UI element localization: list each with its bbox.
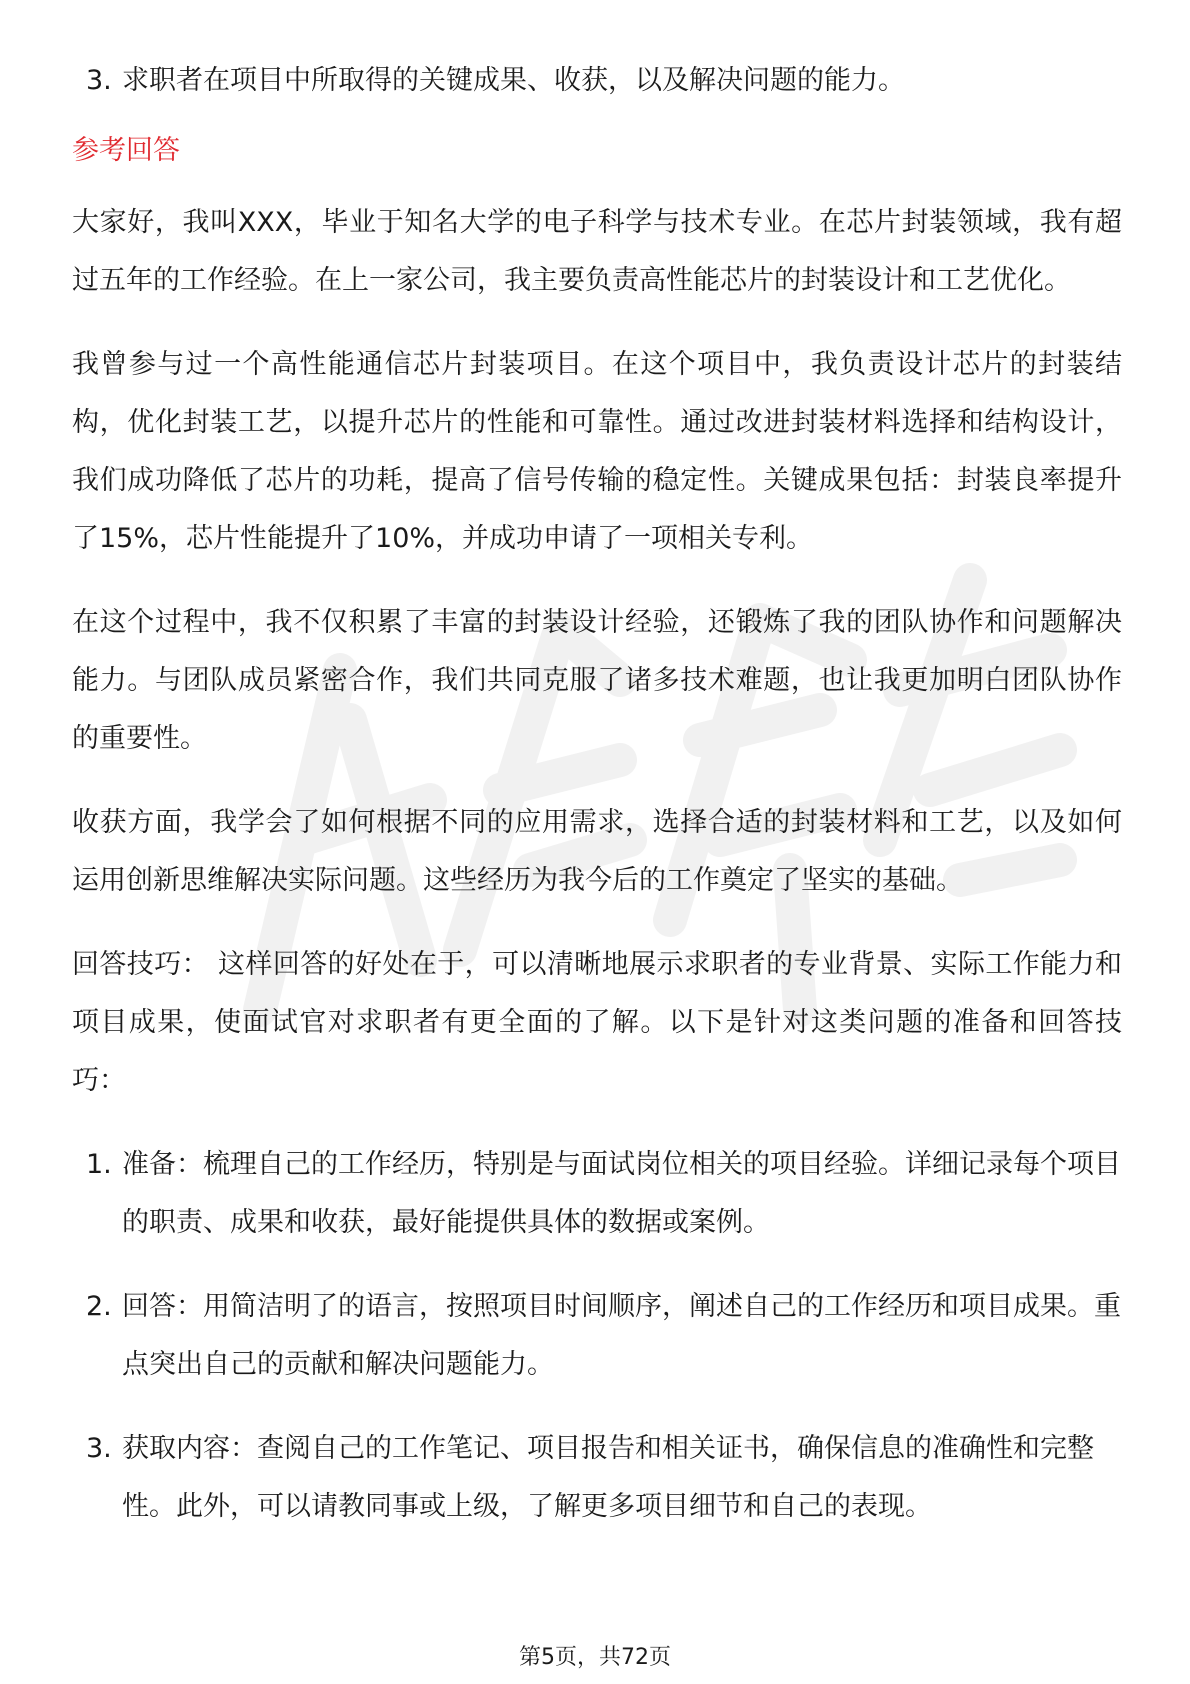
paragraph-project: 我曾参与过一个高性能通信芯片封装项目。在这个项目中，我负责设计芯片的封装结构，优化封装工艺，以提升芯片的性能和可靠性。通过改进封装材料选择和结构设计，我们成功降低了芯片的功耗，提高了信号传输的稳定性。关键成果包括：封装良率提升了15%，芯片性能提升了10%，并成功申请了一项相关专利。 [72,349,1122,554]
section-title: 参考回答 [72,135,180,166]
paragraph-gains: 收获方面，我学会了如何根据不同的应用需求，选择合适的封装材料和工艺，以及如何运用创新思维解决实际问题。这些经历为我今后的工作奠定了坚实的基础。 [72,807,1122,896]
list-text: 回答：用简洁明了的语言，按照项目时间顺序，阐述自己的工作经历和项目成果。重点突出自己的贡献和解决问题能力。 [122,1291,1121,1380]
list-text: 求职者在项目中所取得的关键成果、收获，以及解决问题的能力。 [122,65,905,96]
paragraph-teamwork: 在这个过程中，我不仅积累了丰富的封装设计经验，还锻炼了我的团队协作和问题解决能力。与团队成员紧密合作，我们共同克服了诸多技术难题，也让我更加明白团队协作的重要性。 [72,607,1122,754]
list-text: 准备：梳理自己的工作经历，特别是与面试岗位相关的项目经验。详细记录每个项目的职责、成果和收获，最好能提供具体的数据或案例。 [122,1149,1121,1238]
list-text: 获取内容：查阅自己的工作笔记、项目报告和相关证书，确保信息的准确性和完整性。此外，可以请教同事或上级，了解更多项目细节和自己的表现。 [122,1433,1094,1522]
list-number: 1. [86,1149,112,1180]
tip-item [72,1420,1122,1536]
paragraph-intro: 大家好，我叫XXX，毕业于知名大学的电子科学与技术专业。在芯片封装领域，我有超过五年的工作经验。在上一家公司，我主要负责高性能芯片的封装设计和工艺优化。 [72,207,1122,296]
page-number-footer: 第5页，共72页 [519,1645,671,1670]
list-number: 3. [86,65,112,96]
tip-item [72,1278,1122,1394]
list-number: 3. [86,1433,112,1464]
paragraph-tips-intro: 回答技巧： 这样回答的好处在于，可以清晰地展示求职者的专业背景、实际工作能力和项目成果，使面试官对求职者有更全面的了解。以下是针对这类问题的准备和回答技巧： [72,949,1122,1096]
tips-list [72,1136,1122,1536]
tip-item [72,1136,1122,1252]
intro-list-item [72,52,1122,110]
document-page [72,52,1122,1562]
list-number: 2. [86,1291,112,1322]
